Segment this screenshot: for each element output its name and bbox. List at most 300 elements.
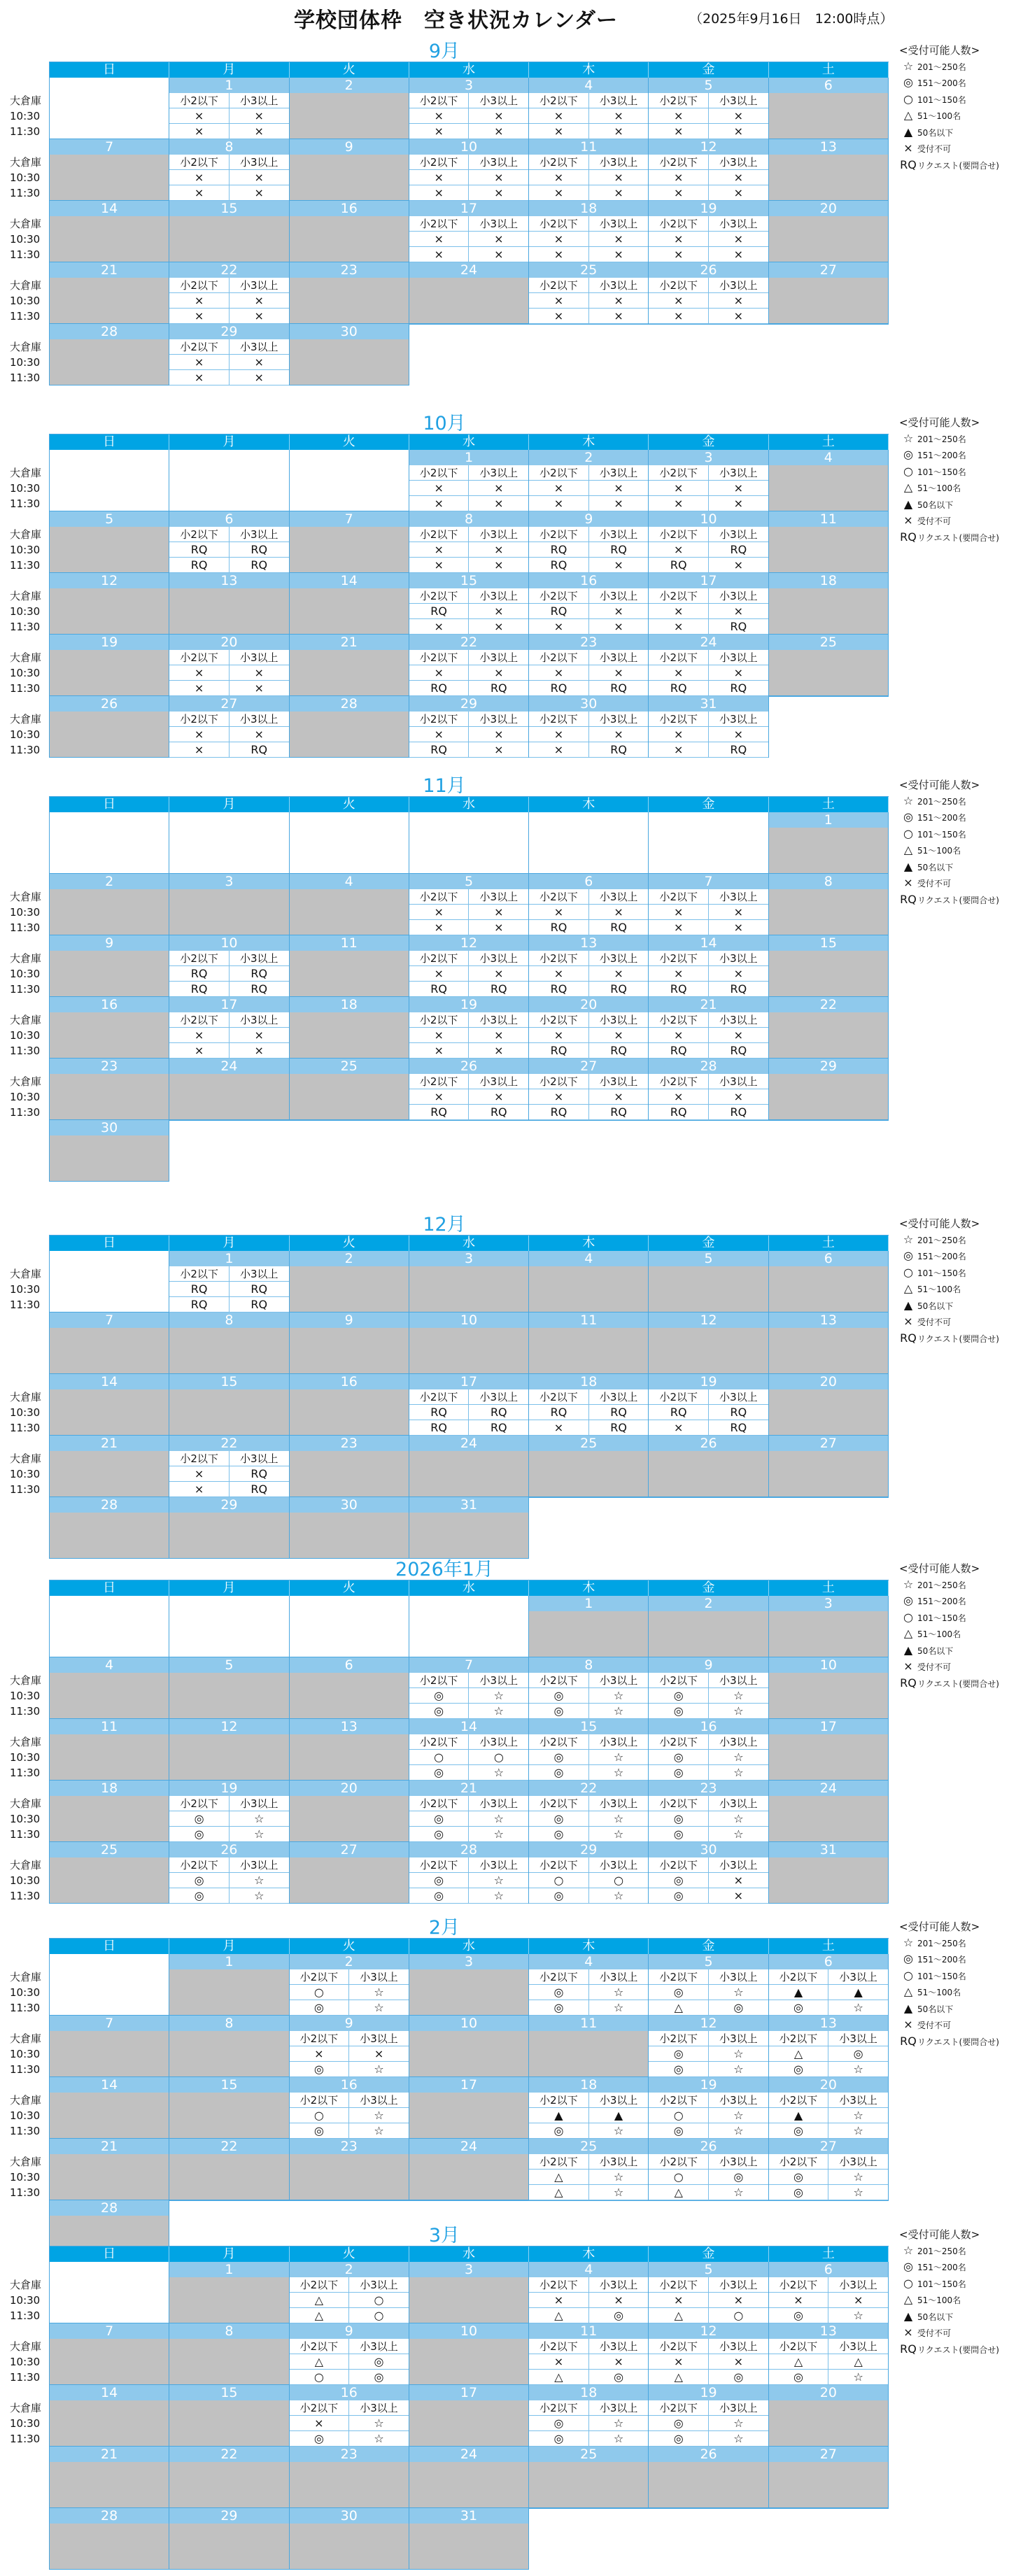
day-cell-available[interactable] [409, 635, 529, 696]
slot-group-label: 小2以下 [290, 2093, 350, 2108]
row-label: 10:30 [10, 295, 41, 307]
day-cell-available[interactable] [169, 324, 289, 385]
day-cell-available[interactable] [529, 696, 649, 758]
day-cell-available[interactable] [169, 1842, 289, 1904]
day-number: 28 [409, 1842, 528, 1857]
day-number: 19 [649, 2077, 768, 2093]
day-cell-available[interactable] [409, 1781, 529, 1842]
availability-mark: ○ [290, 2108, 350, 2123]
legend-item [899, 2342, 999, 2358]
day-number: 5 [649, 1251, 768, 1266]
day-cell-available[interactable] [529, 1374, 649, 1436]
legend-text: リクエスト(要問合せ) [917, 2344, 999, 2355]
legend-item [899, 1577, 999, 1594]
day-cell-available[interactable] [649, 2323, 768, 2385]
day-cell-available[interactable] [529, 511, 649, 573]
day-cell-available[interactable] [169, 1251, 289, 1312]
legend-text: 受付不可 [917, 2328, 952, 2338]
day-cell-available[interactable] [290, 2385, 409, 2447]
day-cell-available[interactable] [409, 1374, 529, 1436]
availability-mark: ◎ [649, 2062, 709, 2077]
day-number: 16 [290, 2385, 409, 2400]
day-cell-closed [769, 874, 889, 935]
day-cell-available[interactable] [409, 1657, 529, 1719]
slot-group-label: 小2以下 [409, 1673, 470, 1688]
calendar-grid [49, 2246, 889, 2570]
day-cell-available[interactable] [529, 2385, 649, 2447]
availability-mark: × [529, 727, 589, 742]
legend-item [899, 108, 999, 125]
day-number: 10 [409, 1312, 528, 1328]
legend-text: 50名以下 [917, 500, 954, 510]
day-cell-closed [290, 201, 409, 262]
slot-group-label: 小3以上 [349, 1969, 409, 1985]
day-number: 1 [169, 1251, 288, 1266]
day-number: 12 [649, 2323, 768, 2339]
day-number: 2 [290, 1954, 409, 1969]
availability-mark: × [589, 185, 649, 201]
day-number: 15 [169, 2385, 288, 2400]
blank-cell [529, 1497, 649, 1559]
legend-text: リクエスト(要問合せ) [917, 160, 999, 171]
day-cell-closed [169, 2016, 289, 2077]
blank-cell [409, 1120, 529, 1182]
day-number: 19 [649, 201, 768, 216]
slot-group-label: 小2以下 [769, 2031, 829, 2046]
day-cell-available[interactable] [529, 78, 649, 139]
day-cell-available[interactable] [649, 2016, 768, 2077]
day-cell-available[interactable] [769, 2016, 889, 2077]
availability-mark: ○ [649, 2108, 709, 2123]
day-cell-available[interactable] [409, 874, 529, 935]
day-cell-available[interactable] [409, 139, 529, 201]
day-cell-available[interactable] [169, 635, 289, 696]
slot-group-label: 小2以下 [649, 1012, 709, 1028]
calendar-week [50, 1436, 889, 1497]
legend-symbol: × [903, 2018, 913, 2031]
day-number: 2 [290, 2262, 409, 2277]
day-number: 20 [529, 997, 648, 1012]
day-cell-available[interactable] [649, 201, 768, 262]
calendar-week [50, 1719, 889, 1781]
availability-mark: ☆ [709, 2123, 768, 2139]
day-cell-available[interactable] [529, 935, 649, 997]
legend-symbol: ○ [903, 826, 913, 840]
day-cell-closed [290, 1657, 409, 1719]
day-cell-available[interactable] [169, 935, 289, 997]
day-cell-available[interactable] [529, 2139, 649, 2200]
slot-group-label: 小2以下 [529, 1673, 589, 1688]
availability-mark: ☆ [469, 1888, 528, 1904]
day-number: 19 [169, 1781, 288, 1796]
day-cell-available[interactable] [290, 2262, 409, 2323]
slot-group-label: 小3以上 [709, 1389, 768, 1405]
day-cell-available[interactable] [649, 635, 768, 696]
slot-group-label: 小2以下 [649, 2154, 709, 2170]
slot-group-label: 小2以下 [529, 155, 589, 170]
day-cell-available[interactable] [169, 511, 289, 573]
availability-mark: × [469, 185, 528, 201]
availability-mark: × [649, 966, 709, 982]
availability-mark: ◎ [409, 1811, 470, 1827]
slot-group-label: 小3以上 [230, 1012, 289, 1028]
day-cell-closed [290, 262, 409, 324]
availability-mark: ☆ [349, 2000, 409, 2016]
day-cell-available[interactable] [529, 1719, 649, 1781]
weekday-header: 金 [649, 1580, 768, 1596]
day-cell-available[interactable] [409, 1059, 529, 1120]
availability-mark: ☆ [589, 2000, 649, 2016]
weekday-header: 水 [409, 62, 529, 78]
day-cell-closed [50, 324, 169, 385]
day-cell-closed [769, 1657, 889, 1719]
day-number: 22 [769, 997, 888, 1012]
day-cell-available[interactable] [409, 450, 529, 511]
day-number: 27 [769, 262, 888, 278]
availability-mark: × [709, 1888, 768, 1904]
weekday-header: 土 [769, 434, 889, 450]
day-cell-available[interactable] [649, 1842, 768, 1904]
availability-mark: × [649, 1089, 709, 1105]
availability-mark: RQ [169, 982, 230, 997]
day-cell-closed [50, 1059, 169, 1120]
availability-mark: ◎ [409, 1704, 470, 1719]
slot-group-label: 小2以下 [169, 527, 230, 542]
day-number: 13 [529, 935, 648, 951]
day-number: 15 [409, 573, 528, 588]
availability-mark: × [709, 558, 768, 573]
availability-mark: × [529, 108, 589, 124]
row-label: 大倉庫 [10, 528, 42, 541]
day-number: 24 [649, 635, 768, 650]
day-number: 12 [169, 1719, 288, 1734]
legend-text: リクエスト(要問合せ) [917, 1678, 999, 1689]
legend-symbol: RQ [900, 1676, 917, 1690]
day-number: 19 [50, 635, 169, 650]
slot-group-label: 小3以上 [589, 527, 649, 542]
day-cell-closed [169, 874, 289, 935]
slot-group-label: 小3以上 [589, 1857, 649, 1873]
legend-text: 受付不可 [917, 516, 952, 526]
slot-group-label: 小2以下 [529, 2339, 589, 2354]
day-cell-available[interactable] [529, 2323, 649, 2385]
weekday-header: 日 [50, 1939, 169, 1954]
availability-mark: ◎ [649, 1811, 709, 1827]
day-number: 18 [529, 2077, 648, 2093]
legend-symbol: △ [903, 108, 913, 122]
slot-group-label: 小2以下 [409, 1012, 470, 1028]
day-cell-available[interactable] [409, 997, 529, 1059]
day-cell-available[interactable] [769, 2077, 889, 2139]
row-label: 11:30 [10, 2309, 41, 2322]
day-cell-available[interactable] [649, 78, 768, 139]
availability-mark: × [469, 170, 528, 185]
legend [899, 778, 999, 908]
day-cell-closed [50, 201, 169, 262]
availability-mark: RQ [230, 558, 289, 573]
legend-item [899, 875, 999, 892]
availability-mark: × [409, 1089, 470, 1105]
legend-item [899, 497, 999, 514]
weekday-header: 日 [50, 1236, 169, 1251]
blank-cell [769, 696, 889, 758]
day-cell-available[interactable] [169, 997, 289, 1059]
day-cell-available[interactable] [409, 935, 529, 997]
day-cell-closed [50, 511, 169, 573]
slot-group-label: 小2以下 [409, 1074, 470, 1089]
slot-group-label: 小3以上 [230, 339, 289, 355]
empty-cell [50, 2262, 169, 2323]
availability-mark: RQ [469, 982, 528, 997]
day-number: 17 [409, 2077, 528, 2093]
row-label: 大倉庫 [10, 2279, 42, 2291]
availability-mark: × [589, 558, 649, 573]
page-title: 学校団体枠 空き状況カレンダー [294, 8, 619, 33]
day-cell-available[interactable] [529, 997, 649, 1059]
day-cell-available[interactable] [649, 573, 768, 635]
day-cell-available[interactable] [649, 2077, 768, 2139]
day-cell-available[interactable] [529, 1842, 649, 1904]
month-title: 2026年1月 [395, 1559, 493, 1580]
day-cell-closed [769, 1842, 889, 1904]
day-cell-closed [50, 2508, 169, 2570]
slot-group-label: 小2以下 [649, 2093, 709, 2108]
availability-mark: × [529, 966, 589, 982]
availability-mark: × [649, 920, 709, 935]
day-cell-available[interactable] [649, 874, 768, 935]
day-cell-available[interactable] [529, 262, 649, 324]
blank-cell [649, 1120, 768, 1182]
day-cell-available[interactable] [529, 201, 649, 262]
availability-mark: × [709, 2354, 768, 2370]
availability-mark: ◎ [709, 2370, 768, 2385]
legend-text: 151～200名 [917, 78, 966, 88]
day-cell-available[interactable] [409, 78, 529, 139]
day-cell-available[interactable] [649, 935, 768, 997]
day-cell-available[interactable] [409, 696, 529, 758]
weekday-header: 木 [529, 797, 649, 812]
slot-group-label: 小3以上 [589, 278, 649, 293]
day-number: 21 [290, 635, 409, 650]
weekday-header: 火 [290, 797, 409, 812]
day-cell-available[interactable] [649, 262, 768, 324]
row-label: 11:30 [10, 2002, 41, 2014]
availability-mark: × [709, 905, 768, 920]
legend-item [899, 141, 999, 157]
blank-cell [529, 2508, 649, 2570]
row-label: 11:30 [10, 2063, 41, 2076]
slot-group-label: 小3以上 [589, 2093, 649, 2108]
availability-mark: ◎ [649, 1750, 709, 1765]
availability-mark: ◎ [649, 1873, 709, 1888]
availability-mark: RQ [409, 982, 470, 997]
slot-group-label: 小2以下 [649, 1857, 709, 1873]
day-cell-closed [290, 1781, 409, 1842]
day-cell-available[interactable] [649, 1657, 768, 1719]
day-number: 12 [649, 2016, 768, 2031]
day-cell-available[interactable] [409, 1842, 529, 1904]
day-cell-closed [50, 2323, 169, 2385]
row-label: 大倉庫 [10, 341, 42, 353]
day-cell-available[interactable] [290, 1954, 409, 2016]
legend-item [899, 1676, 999, 1692]
availability-mark: × [469, 232, 528, 247]
day-cell-available[interactable] [649, 2262, 768, 2323]
availability-mark: ☆ [709, 1704, 768, 1719]
day-cell-available[interactable] [529, 1781, 649, 1842]
day-cell-available[interactable] [529, 1059, 649, 1120]
day-cell-available[interactable] [769, 2139, 889, 2200]
day-cell-closed [769, 1374, 889, 1436]
legend-symbol: ☆ [903, 1935, 914, 1949]
day-cell-available[interactable] [529, 1657, 649, 1719]
day-cell-available[interactable] [169, 1781, 289, 1842]
day-cell-available[interactable] [169, 1436, 289, 1497]
day-number: 20 [169, 635, 288, 650]
day-number: 2 [50, 874, 169, 889]
slot-group-label: 小3以上 [230, 712, 289, 727]
day-cell-available[interactable] [169, 78, 289, 139]
slot-group-label: 小3以上 [469, 155, 528, 170]
day-number: 21 [50, 2139, 169, 2154]
day-cell-available[interactable] [169, 262, 289, 324]
availability-mark: × [409, 665, 470, 681]
day-cell-available[interactable] [409, 1719, 529, 1781]
availability-mark: ☆ [589, 1811, 649, 1827]
day-cell-available[interactable] [529, 2077, 649, 2139]
day-cell-available[interactable] [409, 511, 529, 573]
day-number: 29 [169, 324, 288, 339]
slot-group-label: 小2以下 [649, 1796, 709, 1811]
slot-group-label: 小3以上 [709, 216, 768, 232]
availability-mark: RQ [589, 1420, 649, 1436]
day-number: 25 [50, 1842, 169, 1857]
day-number: 8 [769, 874, 888, 889]
availability-mark: × [169, 742, 230, 758]
slot-group-label: 小3以上 [230, 1857, 289, 1873]
row-label: 10:30 [10, 906, 41, 919]
day-cell-available[interactable] [529, 874, 649, 935]
day-cell-closed [769, 2385, 889, 2447]
row-label: 10:30 [10, 2417, 41, 2430]
weekday-header: 月 [169, 1236, 289, 1251]
availability-mark: △ [828, 2354, 888, 2370]
legend-item [899, 447, 999, 464]
day-number: 2 [290, 1251, 409, 1266]
day-cell-available[interactable] [529, 450, 649, 511]
day-cell-available[interactable] [769, 2262, 889, 2323]
day-cell-available[interactable] [649, 139, 768, 201]
day-cell-available[interactable] [649, 2139, 768, 2200]
day-cell-available[interactable] [649, 696, 768, 758]
row-label: 大倉庫 [10, 891, 42, 903]
legend-symbol: × [903, 514, 913, 527]
availability-mark: ◎ [769, 2062, 829, 2077]
day-cell-available[interactable] [649, 997, 768, 1059]
availability-mark: ◎ [169, 1827, 230, 1842]
blank-cell [769, 1120, 889, 1182]
day-cell-available[interactable] [649, 1719, 768, 1781]
day-cell-available[interactable] [169, 696, 289, 758]
row-label: 大倉庫 [10, 1971, 42, 1983]
availability-mark: × [529, 309, 589, 324]
slot-group-label: 小3以上 [589, 1734, 649, 1750]
availability-mark: ○ [349, 2308, 409, 2323]
availability-mark: × [649, 1420, 709, 1436]
availability-mark: ☆ [709, 1688, 768, 1704]
availability-mark: × [230, 108, 289, 124]
day-cell-available[interactable] [649, 1954, 768, 2016]
availability-mark: ◎ [769, 2370, 829, 2385]
availability-mark: × [589, 727, 649, 742]
day-cell-closed [409, 2139, 529, 2200]
day-cell-available[interactable] [649, 1781, 768, 1842]
day-number: 11 [529, 139, 648, 155]
legend-item [899, 1968, 999, 1985]
day-cell-available[interactable] [290, 2016, 409, 2077]
day-cell-available[interactable] [290, 2323, 409, 2385]
slot-group-label: 小2以下 [290, 2031, 350, 2046]
day-number: 2 [529, 450, 648, 465]
day-cell-available[interactable] [529, 139, 649, 201]
day-number: 26 [169, 1842, 288, 1857]
day-cell-available[interactable] [169, 139, 289, 201]
day-cell-available[interactable] [529, 573, 649, 635]
day-cell-available[interactable] [529, 635, 649, 696]
slot-group-label: 小3以上 [230, 650, 289, 665]
legend-symbol: ◎ [903, 76, 913, 89]
day-cell-closed [290, 78, 409, 139]
day-cell-available[interactable] [529, 2262, 649, 2323]
day-cell-available[interactable] [409, 573, 529, 635]
availability-mark: × [409, 170, 470, 185]
day-cell-available[interactable] [529, 1954, 649, 2016]
availability-mark: × [230, 370, 289, 385]
day-cell-closed [169, 2447, 289, 2508]
day-cell-available[interactable] [409, 201, 529, 262]
day-cell-available[interactable] [290, 2077, 409, 2139]
day-number: 6 [769, 1251, 888, 1266]
availability-mark: × [649, 481, 709, 496]
day-cell-available[interactable] [649, 2385, 768, 2447]
day-cell-closed [169, 1719, 289, 1781]
day-cell-available[interactable] [649, 450, 768, 511]
availability-mark: ☆ [469, 1704, 528, 1719]
legend-item [899, 892, 999, 909]
slot-group-label: 小3以上 [709, 93, 768, 108]
day-number: 29 [409, 696, 528, 712]
availability-mark: ◎ [649, 2431, 709, 2447]
day-number: 23 [290, 2139, 409, 2154]
row-label: 大倉庫 [10, 2032, 42, 2045]
day-cell-available[interactable] [649, 1374, 768, 1436]
blank-cell [649, 324, 768, 385]
day-cell-available[interactable] [649, 1059, 768, 1120]
slot-group-label: 小3以上 [589, 93, 649, 108]
day-cell-available[interactable] [769, 2323, 889, 2385]
availability-mark: RQ [469, 1405, 528, 1420]
availability-mark: RQ [230, 1466, 289, 1482]
day-number: 5 [649, 1954, 768, 1969]
empty-cell [50, 1596, 169, 1657]
row-label: 11:30 [10, 1298, 41, 1311]
slot-group-label: 小2以下 [409, 465, 470, 481]
day-cell-available[interactable] [649, 511, 768, 573]
availability-mark: × [409, 1028, 470, 1043]
legend-text: リクエスト(要問合せ) [917, 532, 999, 543]
day-cell-available[interactable] [769, 1954, 889, 2016]
slot-group-label: 小2以下 [529, 2093, 589, 2108]
